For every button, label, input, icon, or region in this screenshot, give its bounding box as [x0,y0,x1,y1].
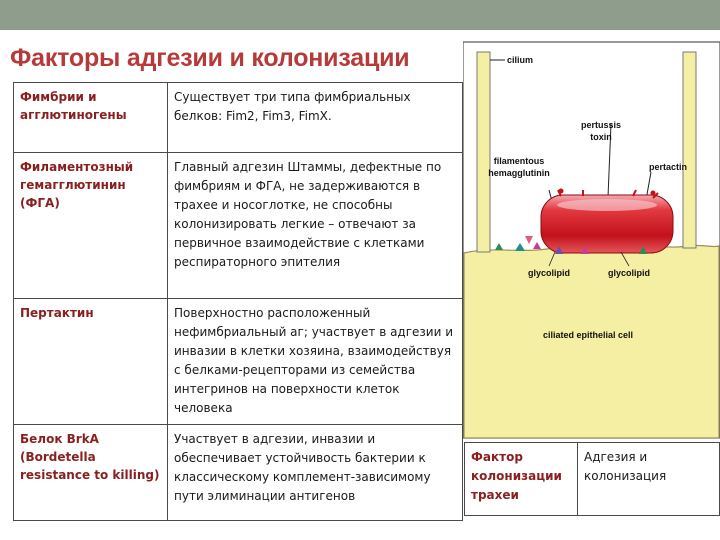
factor-name: Филаментозный гемагглютинин (ФГА) [14,153,168,299]
table-row [14,153,463,299]
table-row [14,299,463,425]
summary-table [464,442,720,516]
label-pertactin: pertactin [648,162,688,172]
factor-name: Пертактин [14,299,168,425]
epithelial-cell-shape [464,245,719,438]
factor-description: Участвует в адгезии, инвазии и обеспечивает устойчивость бактерии к классическому комплемент-зависимому пути элиминации антигенов [168,425,463,521]
adhesion-diagram [463,40,720,440]
label-glycolipid-right: glycolipid [607,268,651,278]
table-row [465,443,720,516]
label-fha-1: filamentous [493,156,545,166]
label-toxin-2: toxin [590,132,612,142]
factor-description: Существует три типа фимбриальных белков: Fim2, Fim3, FimX. [168,83,463,153]
factor-description: Главный адгезин Штаммы, дефектные по фимбриям и ФГА, не задерживаются в трахее и носоглотке, не способны колонизировать легкие – отвечают за первичное взаимодействие с клетками респираторного эпителия [168,153,463,299]
label-fha-2: hemagglutinin [488,168,550,178]
factor-description: Поверхностно расположенный нефимбриальный аг; участвует в адгезии и инвазии в клетки хозяина, взаимодействуя с белками-рецепторами из семейства интегринов на поверхности клеток человека [168,299,463,425]
factors-table [13,82,463,521]
cilium-right [683,52,696,248]
label-epithelial-cell: ciliated epithelial cell [543,330,634,340]
slide-title: Факторы адгезии и колонизации [10,44,410,72]
table-row [14,83,463,153]
factor-name: Белок BrkA (Bordetella resistance to killing) [14,425,168,521]
top-bar [0,0,720,30]
summary-role: Адгезия и колонизация [578,443,720,516]
summary-factor: Фактор колонизации трахеи [465,443,578,516]
table-row [14,425,463,521]
label-toxin-1: pertussis [580,120,622,130]
cilium-left [477,52,490,252]
factor-name: Фимбрии и агглютиногены [14,83,168,153]
label-cilium: cilium [507,55,534,65]
label-glycolipid-left: glycolipid [527,268,571,278]
